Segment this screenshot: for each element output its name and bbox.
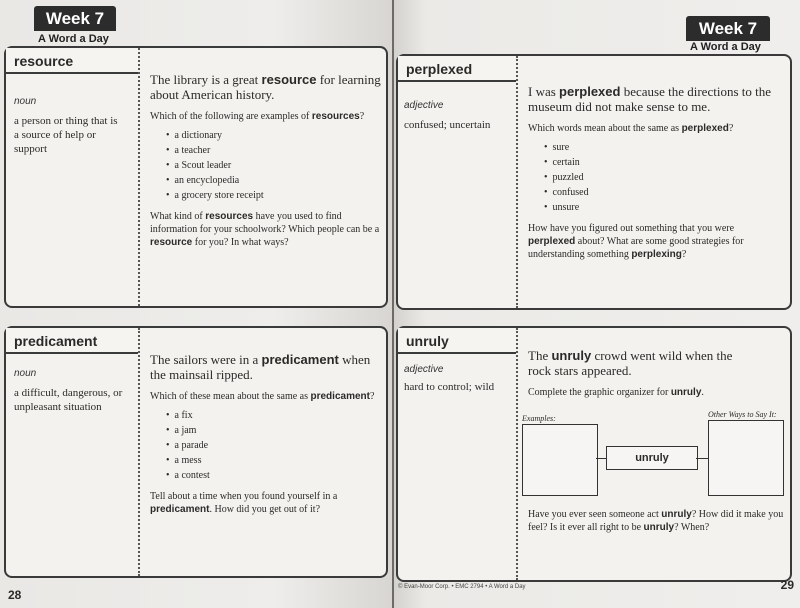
question: Which of these mean about the same as predicament? — [150, 391, 375, 402]
word-card-perplexed — [396, 54, 792, 310]
question: Which words mean about the same as perplexed? — [528, 123, 734, 134]
closing-question: What kind of resources have you used to find information for your schoolwork? Which people can be a resource for you? In what ways? — [150, 211, 380, 248]
page-subtitle: A Word a Day — [690, 41, 761, 53]
week-tab: Week 7 — [34, 6, 116, 31]
word-card-unruly — [396, 326, 792, 582]
word-column — [398, 56, 518, 308]
list-item: • a mess — [166, 454, 386, 467]
right-page — [394, 0, 800, 608]
list-item: • unsure — [544, 201, 780, 214]
card-content — [528, 84, 780, 267]
closing-question: How have you figured out something that you were perplexed about? What are some good strategies for understanding something perplexing? — [528, 223, 744, 260]
organizer-connector — [596, 458, 606, 459]
organizer-examples-box[interactable] — [522, 424, 598, 496]
word-column — [6, 328, 140, 576]
organizer-other-ways-box[interactable] — [708, 420, 784, 496]
closing-question: Have you ever seen someone act unruly? How did it make you feel? Is it ever all right to be unruly? When? — [528, 509, 784, 533]
word-title: predicament — [6, 328, 138, 354]
list-item: • a grocery store receipt — [166, 189, 386, 202]
list-item: • certain — [544, 156, 780, 169]
question: Which of the following are examples of resources? — [150, 111, 365, 122]
page-subtitle: A Word a Day — [38, 33, 109, 45]
part-of-speech: noun — [14, 96, 37, 107]
left-page — [0, 0, 392, 608]
list-item: • a parade — [166, 439, 386, 452]
card-content — [528, 348, 786, 405]
word-column — [398, 328, 518, 580]
example-sentence: I was perplexed because the directions to the museum did not make sense to me. — [528, 84, 771, 114]
word-title: unruly — [398, 328, 516, 354]
page-number: 28 — [8, 588, 22, 602]
card-content — [150, 352, 386, 522]
word-title: resource — [6, 48, 138, 74]
example-sentence: The unruly crowd went wild when the rock stars appeared. — [528, 348, 733, 378]
definition: a difficult, dangerous, or unpleasant situation — [14, 387, 123, 413]
list-item: • a dictionary — [166, 129, 386, 142]
list-item: • an encyclopedia — [166, 174, 386, 187]
organizer-examples-label: Examples: — [522, 414, 556, 423]
part-of-speech: adjective — [404, 364, 444, 375]
definition: a person or thing that is a source of help or support — [14, 115, 118, 155]
list-item: • a contest — [166, 469, 386, 482]
word-card-resource — [4, 46, 388, 308]
list-item: • confused — [544, 186, 780, 199]
page-number: 29 — [780, 578, 794, 592]
part-of-speech: noun — [14, 368, 37, 379]
organizer-center-word: unruly — [606, 446, 698, 470]
list-item: • a Scout leader — [166, 159, 386, 172]
list-item: • a jam — [166, 424, 386, 437]
list-item: • sure — [544, 141, 780, 154]
word-title: perplexed — [398, 56, 516, 82]
copyright-footer: © Evan-Moor Corp. • EMC 2794 • A Word a Day — [398, 584, 526, 590]
organizer-other-ways-label: Other Ways to Say It: — [708, 410, 777, 419]
word-card-predicament — [4, 326, 388, 578]
card-content — [528, 508, 784, 540]
card-content — [150, 72, 386, 255]
instruction: Complete the graphic organizer for unruly. — [528, 387, 704, 398]
definition: confused; uncertain — [404, 119, 491, 131]
closing-question: Tell about a time when you found yourself in a predicament. How did you get out of it? — [150, 491, 338, 515]
week-tab: Week 7 — [686, 16, 770, 41]
definition: hard to control; wild — [404, 381, 495, 393]
list-item: • puzzled — [544, 171, 780, 184]
part-of-speech: adjective — [404, 100, 444, 111]
word-column — [6, 48, 140, 306]
organizer-connector — [696, 458, 708, 459]
example-sentence: The sailors were in a predicament when the mainsail ripped. — [150, 352, 371, 382]
list-item: • a teacher — [166, 144, 386, 157]
list-item: • a fix — [166, 409, 386, 422]
example-sentence: The library is a great resource for learning about American history. — [150, 72, 381, 102]
